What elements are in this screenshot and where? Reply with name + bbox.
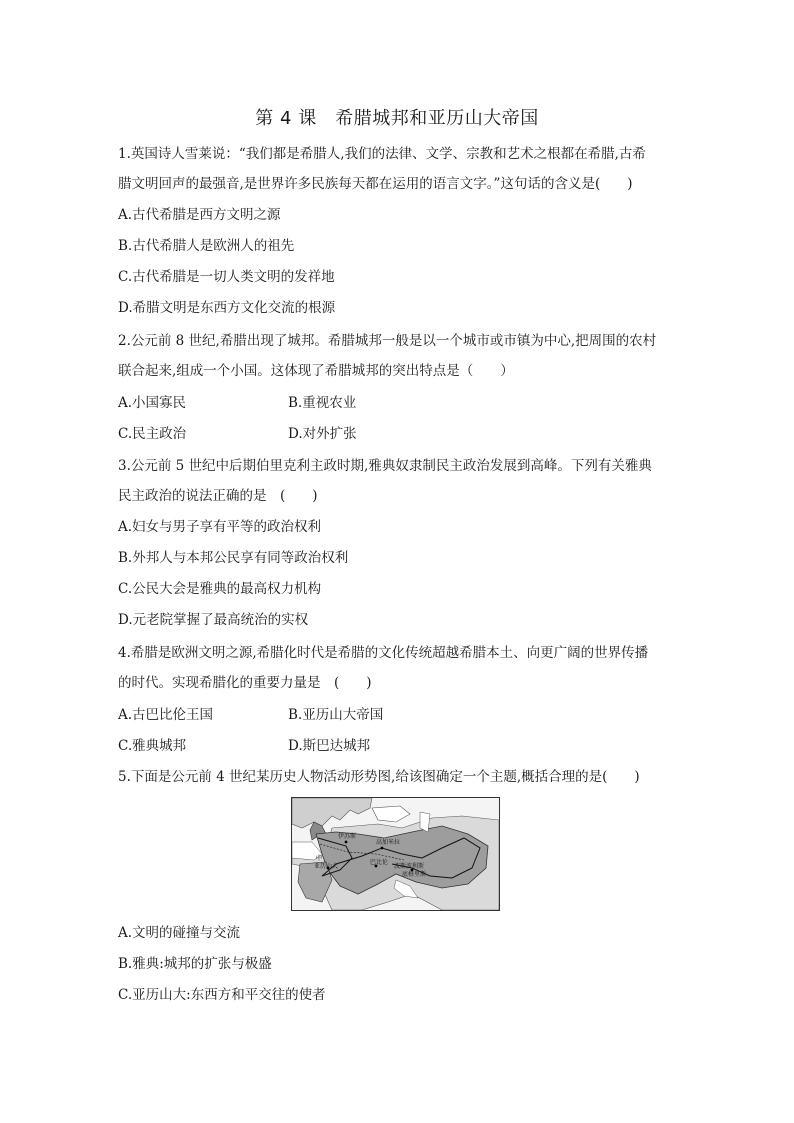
question-4-line-1: 4.希腊是欧洲文明之源,希腊化时代是希腊的文化传统超越希腊本土、向更广阔的世界传播 bbox=[118, 645, 649, 661]
map-label-tigris: 底格里斯 bbox=[402, 871, 427, 878]
question-3-option-b: B.外邦人与本邦公民享有同等政治权利 bbox=[118, 550, 349, 566]
map-drawing bbox=[292, 798, 499, 910]
question-2-option-a: A.小国寡民 bbox=[118, 395, 187, 411]
map-label-issus: 伊苏斯 bbox=[338, 833, 357, 840]
question-2-option-d: D.对外扩张 bbox=[288, 426, 357, 442]
question-5-line-1: 5.下面是公元前 4 世纪某历史人物活动形势图,给该图确定一个主题,概括合理的是( ) bbox=[118, 769, 640, 785]
question-3-line-1: 3.公元前 5 世纪中后期伯里克利主政时期,雅典奴隶制民主政治发展到高峰。下列有关雅典 bbox=[118, 458, 652, 474]
question-3-option-a: A.妇女与男子享有平等的政治权利 bbox=[118, 519, 322, 535]
map-label-babylon: 巴比伦 bbox=[370, 859, 389, 866]
question-4-option-b: B.亚历山大帝国 bbox=[288, 707, 384, 723]
question-4-option-c: C.雅典城邦 bbox=[118, 738, 187, 754]
question-2-line-2: 联合起来,组成一个小国。这体现了希腊城邦的突出特点是（ ） bbox=[118, 363, 514, 379]
question-3-option-d: D.元老院掌握了最高统治的实权 bbox=[118, 612, 309, 628]
page-title: 第 4 课 希腊城邦和亚历山大帝国 bbox=[255, 108, 539, 129]
map-label-gaugamela: 高加米拉 bbox=[376, 839, 401, 846]
question-4-option-d: D.斯巴达城邦 bbox=[288, 738, 371, 754]
map-label-alexandria: 亚历山大 bbox=[314, 863, 339, 870]
map-label-middle: 中 bbox=[316, 855, 323, 862]
question-1-line-2: 腊文明回声的最强音,是世界许多民族每天都在运用的语言文字。”这句话的含义是( ) bbox=[118, 176, 633, 192]
question-1-line-1: 1.英国诗人雪莱说：“我们都是希腊人,我们的法律、文学、宗教和艺术之根都在希腊,古希 bbox=[118, 146, 646, 162]
question-1-option-c: C.古代希腊是一切人类文明的发祥地 bbox=[118, 269, 335, 285]
question-2-line-1: 2.公元前 8 世纪,希腊出现了城邦。希腊城邦一般是以一个城市或市镇为中心,把周围的农村 bbox=[118, 333, 657, 349]
question-3-line-2: 民主政治的说法正确的是 ( ) bbox=[118, 488, 318, 504]
question-1-option-a: A.古代希腊是西方文明之源 bbox=[118, 207, 281, 223]
map-label-persepolis: 波斯波利斯 bbox=[394, 863, 425, 870]
question-1-option-b: B.古代希腊人是欧洲人的祖先 bbox=[118, 238, 295, 254]
question-2-option-b: B.重视农业 bbox=[288, 395, 357, 411]
map-city-marker bbox=[381, 847, 384, 850]
question-2-option-c: C.民主政治 bbox=[118, 426, 187, 442]
question-1-option-d: D.希腊文明是东西方文化交流的根源 bbox=[118, 300, 336, 316]
historical-map bbox=[291, 797, 500, 911]
question-4-line-2: 的时代。实现希腊化的重要力量是 ( ) bbox=[118, 675, 372, 691]
question-5-option-b: B.雅典:城邦的扩张与极盛 bbox=[118, 956, 272, 972]
question-5-option-a: A.文明的碰撞与交流 bbox=[118, 925, 241, 941]
map-caspian-sea bbox=[420, 812, 430, 832]
map-city-marker bbox=[345, 841, 348, 844]
question-3-option-c: C.公民大会是雅典的最高权力机构 bbox=[118, 581, 322, 597]
question-5-option-c: C.亚历山大:东西方和平交往的使者 bbox=[118, 987, 326, 1003]
question-4-option-a: A.古巴比伦王国 bbox=[118, 707, 214, 723]
